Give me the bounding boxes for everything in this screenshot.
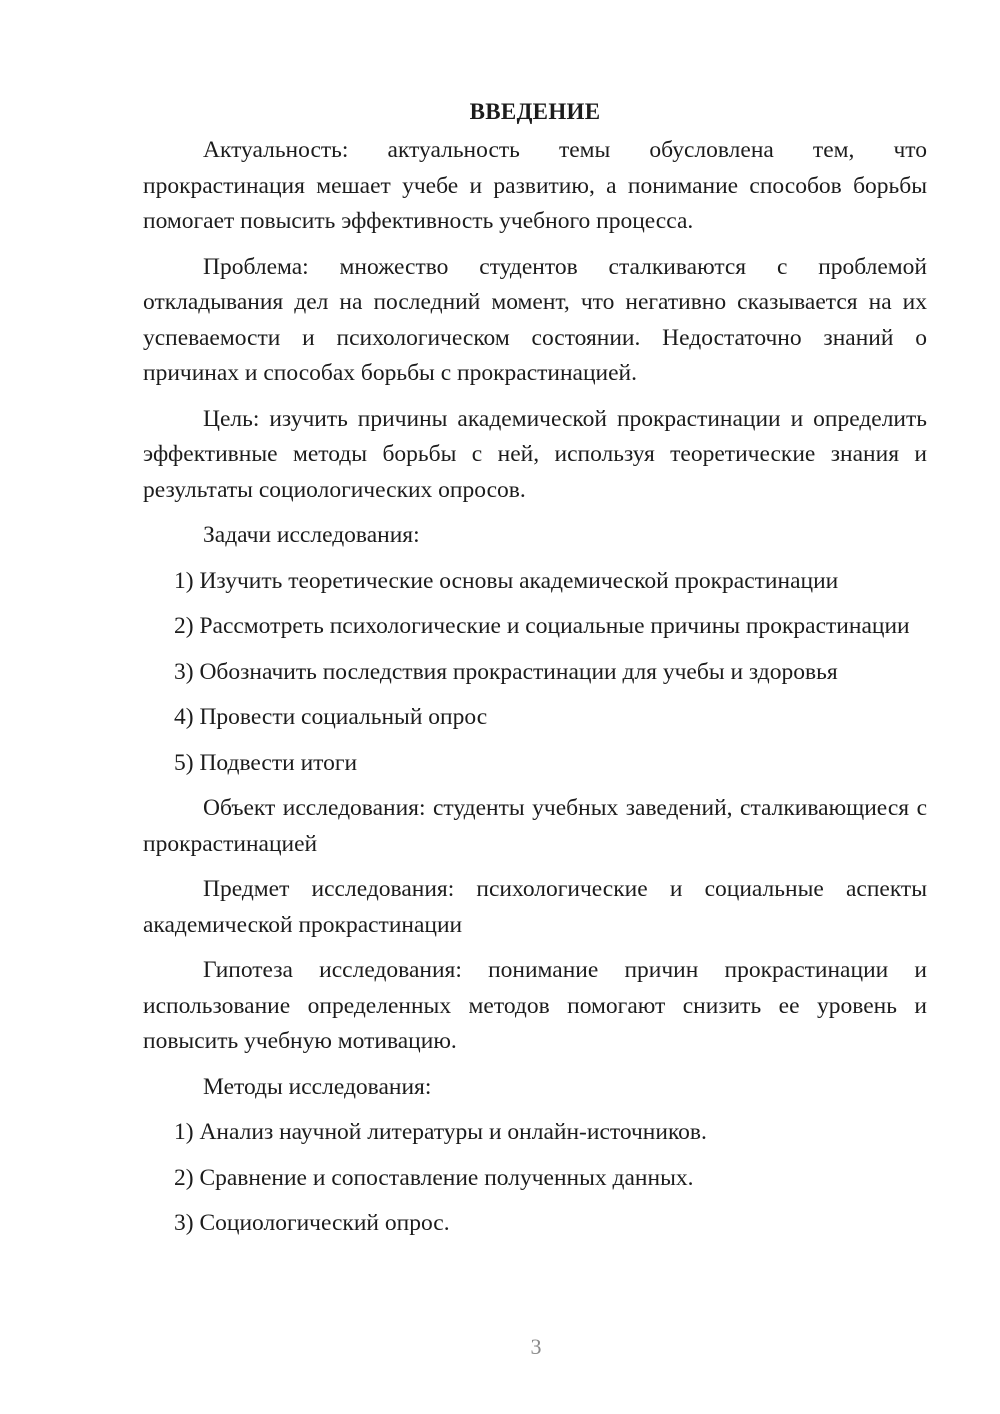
task-item-4: 4) Провести социальный опрос — [174, 704, 488, 730]
method-item-1: 1) Анализ научной литературы и онлайн-источников. — [174, 1119, 707, 1145]
paragraph-object: Объект исследования: студенты учебных заведений, сталкивающиеся с прокрастинацией — [143, 795, 927, 857]
paragraph-relevance: Актуальность: актуальность темы обусловлена тем, что прокрастинация мешает учебе и развитию, а понимание способов борьбы помогает повысить эффективность учебного процесса. — [143, 137, 927, 234]
tasks-heading: Задачи исследования: — [203, 522, 420, 548]
task-item-2: 2) Рассмотреть психологические и социальные причины прокрастинации — [174, 613, 910, 639]
task-item-3: 3) Обозначить последствия прокрастинации для учебы и здоровья — [174, 658, 838, 685]
task-item-1: 1) Изучить теоретические основы академической прокрастинации — [174, 567, 839, 594]
paragraph-subject: Предмет исследования: психологические и социальные аспекты академической прокрастинации — [143, 876, 927, 938]
paragraph-hypothesis: Гипотеза исследования: понимание причин прокрастинации и использование определенных методов помогают снизить ее уровень и повысить учебную мотивацию. — [143, 957, 927, 1054]
task-item-5: 5) Подвести итоги — [174, 749, 358, 776]
method-item-2: 2) Сравнение и сопоставление полученных данных. — [174, 1164, 694, 1191]
page-content — [143, 94, 927, 1252]
method-item-3: 3) Социологический опрос. — [174, 1210, 450, 1236]
page-title: ВВЕДЕНИЕ — [469, 99, 601, 124]
paragraph-goal: Цель: изучить причины академической прокрастинации и определить эффективные методы борьбы с ней, используя теоретические знания и результаты социологических опросов. — [143, 405, 927, 503]
methods-heading: Методы исследования: — [203, 1073, 432, 1100]
page-number: 3 — [530, 1334, 542, 1359]
paragraph-problem: Проблема: множество студентов сталкиваются с проблемой откладывания дел на последний момент, что негативно сказывается на их успеваемости и психологическом состоянии. Недостаточно знаний о причинах и способах борьбы с прокрастинацией. — [143, 253, 927, 386]
